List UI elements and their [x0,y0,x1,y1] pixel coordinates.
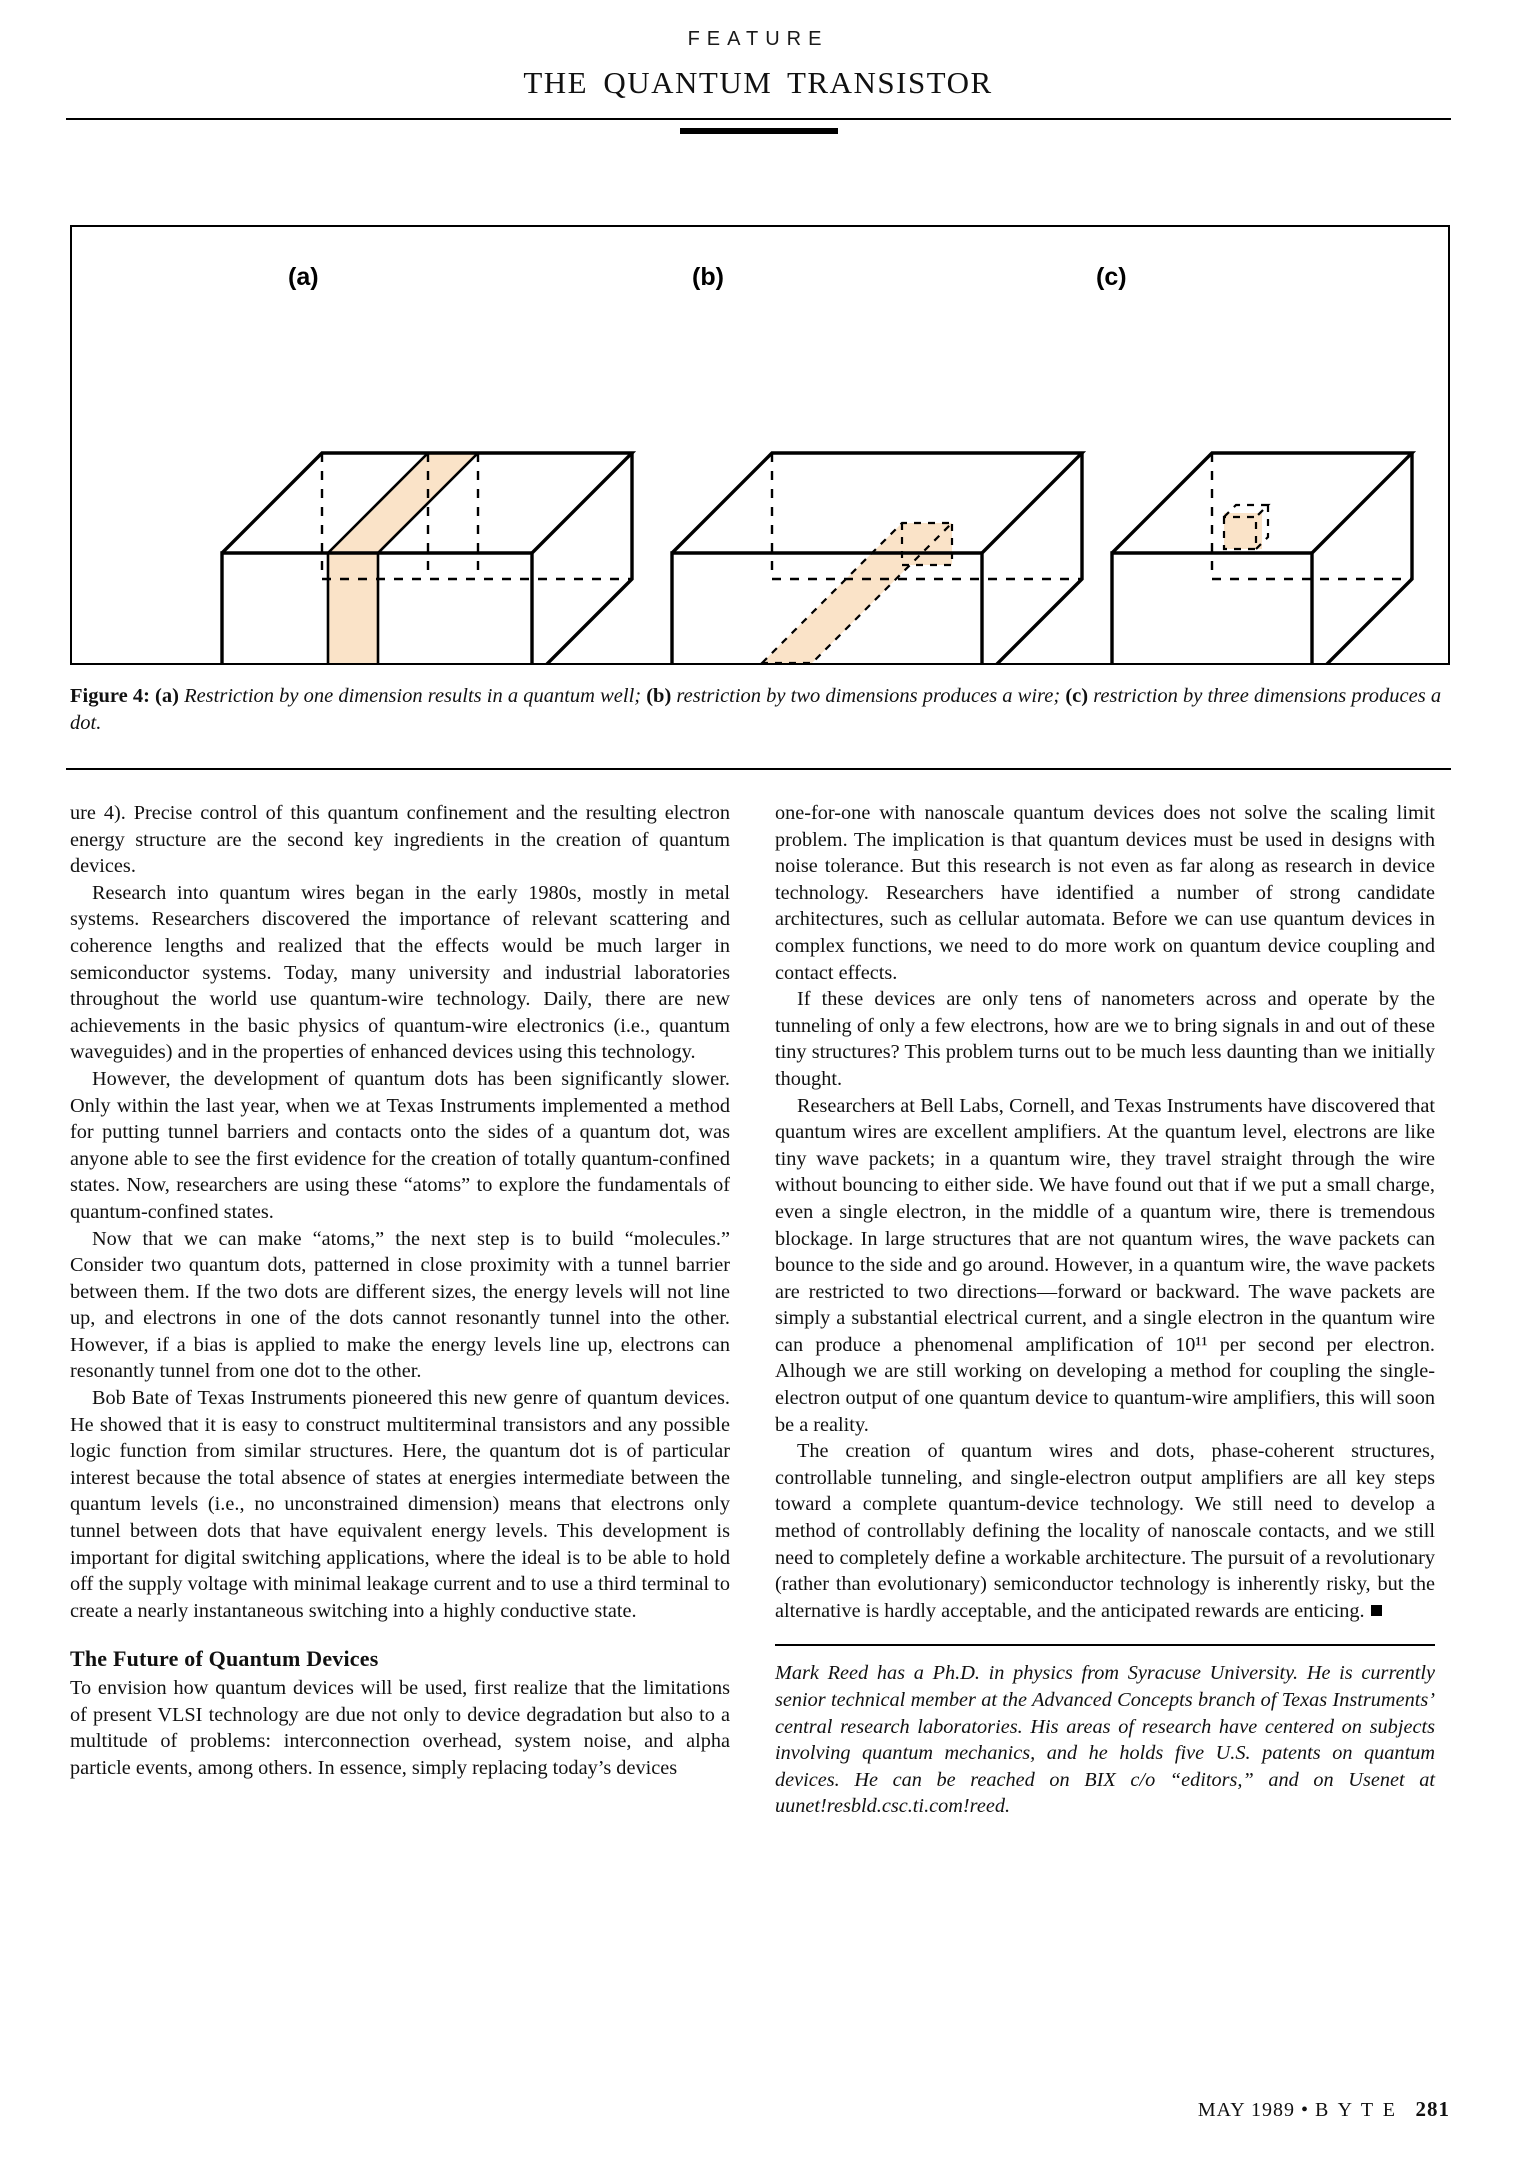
header-rule [66,118,1451,120]
footer-magazine: B Y T E [1314,2099,1398,2121]
section-heading: The Future of Quantum Devices [70,1646,379,1672]
paragraph: Bob Bate of Texas Instruments pioneered this new genre of quantum devices. He showed that it is easy to construct multiterminal transistors and any possible logic function from similar structures. Here, the quantum dot is of particular interest because the total absence of states at energies intermediate between the quantum levels (i.e., no unconstrained dimension) means that electrons only tunnel between dots that have equivalent energy levels. This development is important for digital switching applications, where the ideal is to be able to hold off the supply voltage with minimal leakage current and to use a third terminal to create a nearly instantaneous switching into a highly conductive state. [70,1387,730,1622]
paragraph: Researchers at Bell Labs, Cornell, and Texas Instruments have discovered that quantum wires are excellent amplifiers. At the quantum level, electrons are like tiny wave packets; in a quantum wire, they travel straight through the wire without bouncing to either side. We have found out that if we put a small charge, even a single electron, in the middle of a quantum wire, there is tremendous blockage. In large structures that are not quantum wires, the wave packets can bounce to the side and go around. However, in a quantum wire, the wave packets are restricted to two directions—forward or backward. The wave packets are simply a substantial electrical current, and a single electron in the quantum wire can produce a phenomenal amplification of 10¹¹ per second per electron. Alhough we are still working on developing a method for coupling the single-electron output of one quantum device to quantum-wire amplifiers, this will soon be a reality. [775,1094,1435,1436]
author-bio [775,1660,1435,1820]
panel-c-quantum-dot [1096,263,1412,663]
feature-kicker: FEATURE [687,28,829,50]
body-column-left [70,800,730,1781]
panel-b-top-face [672,453,1082,553]
header-rule-accent [680,128,838,134]
end-mark-icon [1371,1605,1382,1616]
paragraph: To envision how quantum devices will be used, first realize that the limitations of present VLSI technology are due not only to device degradation but also to a multitude of problems: interconnection overhead, system noise, and alpha particle events, among others. In essence, simply replacing today’s devices [70,1677,730,1779]
paragraph-final [775,1438,1435,1624]
figure-caption-b-label: (b) [646,685,672,707]
paragraph-final-text: The creation of quantum wires and dots, phase-coherent structures, controllable tunneling, and single-electron output amplifiers are all key steps toward a complete quantum-device technology. We still need to develop a method of controllably defining the locality of nanoscale contacts, and we still need to completely define a workable architecture. The pursuit of a revolutionary (rather than evolutionary) semiconductor technology is inherently risky, but the alternative is hardly acceptable, and the anticipated rewards are enticing. [775,1440,1435,1622]
panel-c-label: (c) [1096,263,1127,291]
panel-a-quantum-well [222,263,632,663]
figure-caption-prefix: Figure 4: [70,685,150,707]
page-footer [1198,2097,1450,2122]
figure-caption-a-label: (a) [155,685,179,707]
figure-caption [70,683,1455,737]
paragraph: Research into quantum wires began in the early 1980s, mostly in metal systems. Researchers discovered the importance of relevant scattering and coherence lengths and realized that the effects would be much larger in semiconductor systems. Today, many university and industrial laboratories throughout the world use quantum-wire technology. Daily, there are new achievements in the basic physics of quantum-wire electronics (i.e., quantum waveguides) and in the properties of enhanced devices using this technology. [70,881,730,1064]
figure-caption-c-label: (c) [1065,685,1089,707]
panel-b-quantum-wire [672,263,1082,663]
figure-4-frame [70,225,1450,665]
figure-caption-a-text: Restriction by one dimension results in a quantum well; [178,685,647,707]
panel-a-right-face [532,453,632,663]
figure-4-diagram [72,227,1448,663]
paragraph: Now that we can make “atoms,” the next step is to build “molecules.” Consider two quantum dots, patterned in close proximity with a tunnel barrier between them. If the two dots are different sizes, the energy levels will not line up, and electrons in one of the dots cannot resonantly tunnel into the other. However, if a bias is applied to make the energy levels line up, electrons can resonantly tunnel from one dot to the other. [70,1227,730,1383]
footer-issue: MAY 1989 [1197,2099,1295,2121]
panel-b-right-face [982,453,1082,663]
paragraph: one-for-one with nanoscale quantum devices does not solve the scaling limit problem. The implication is that quantum devices must be used in designs with noise tolerance. But this research is not even as far along as research in device technology. Researchers have identified a number of strong candidate architectures, such as cellular automata. Before we can use quantum devices in complex functions, we need to do more work on quantum device coupling and contact effects. [775,802,1435,984]
figure-caption-b-text: restriction by two dimensions produces a wire; [671,685,1061,707]
footer-page-number: 281 [1415,2097,1450,2121]
panel-b-label: (b) [692,263,724,291]
panel-c-right-face [1312,453,1412,663]
panel-c-dot-fill [1224,513,1262,549]
caption-rule [66,768,1451,770]
paragraph: ure 4). Precise control of this quantum confinement and the resulting electron energy structure are the second key ingredients in the creation of quantum devices. [70,802,730,878]
author-bio-text: Mark Reed has a Ph.D. in physics from Syracuse University. He is currently senior technical member at the Advanced Concepts branch of Texas Instruments’ central research laboratories. His areas of research have centered on subjects involving quantum mechanics, and he holds five U.S. patents on quantum devices. He can be reached on BIX c/o “editors,” and on Usenet at uunet!resbld.csc.ti.com!reed. [775,1662,1435,1818]
panel-a-label: (a) [288,263,319,291]
paragraph: However, the development of quantum dots has been significantly slower. Only within the last year, when we at Texas Instruments implemented a method for putting tunnel barriers and contacts onto the sides of a quantum dot, was anyone able to see the first evidence for the creation of totally quantum-confined states. Now, researchers are using these “atoms” to explore the fundamentals of quantum-confined states. [70,1067,730,1223]
footer-separator: • [1300,2099,1309,2121]
bio-rule [775,1644,1435,1646]
panel-a-well-top-face [328,453,478,553]
article-title: THE QUANTUM TRANSISTOR [523,65,993,100]
figure-caption-c-text: restriction by three dimensions produces a dot. [70,685,1442,734]
panel-a-well-front-face [328,553,378,663]
masthead [0,28,1516,101]
body-column-right [775,800,1435,1820]
paragraph: If these devices are only tens of nanometers across and operate by the tunneling of only a few electrons, how are we to bring signals in and out of these tiny structures? This problem turns out to be much less daunting than we initially thought. [775,988,1435,1090]
